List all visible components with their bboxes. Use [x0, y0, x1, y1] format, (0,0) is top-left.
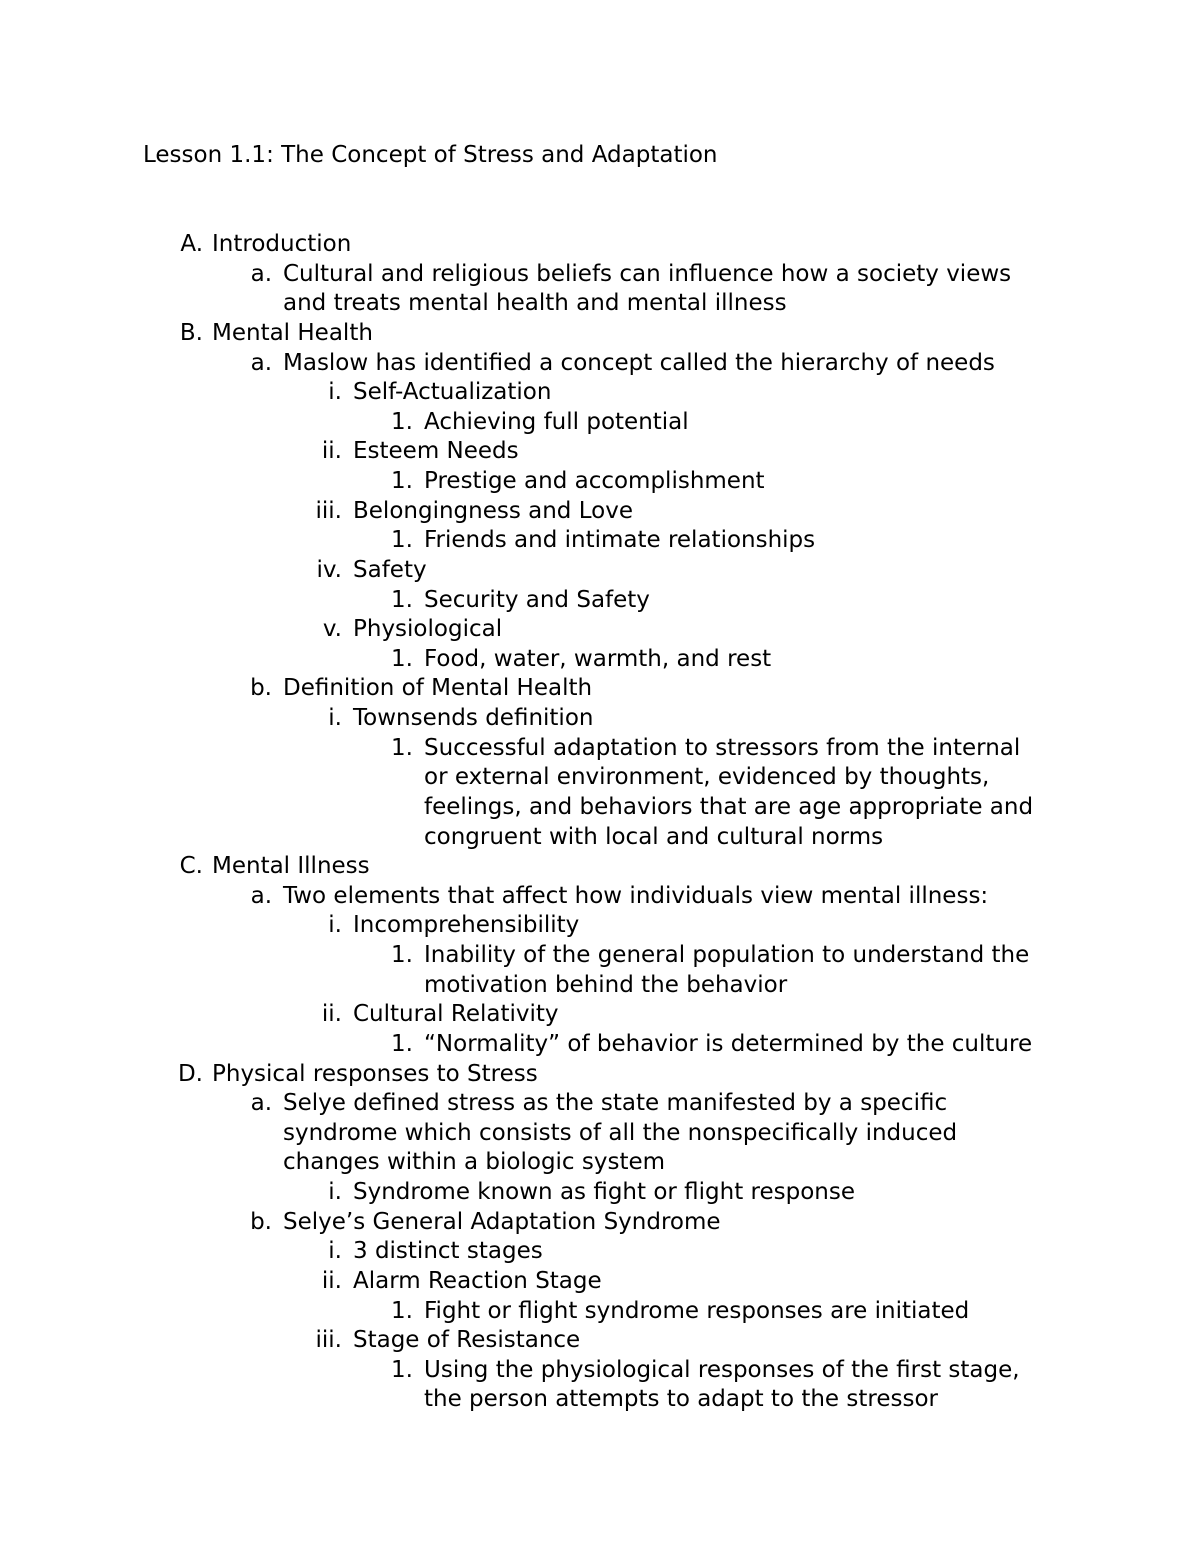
- outline-marker: a.: [250, 882, 272, 909]
- outline-marker: B.: [179, 319, 203, 346]
- outline-marker: ii.: [321, 438, 342, 465]
- outline-marker: 1.: [391, 1356, 413, 1383]
- outline-item: [0, 1326, 1200, 1356]
- outline-text: Food, water, warmth, and rest: [424, 645, 772, 672]
- outline-text: Stage of Resistance: [353, 1327, 581, 1354]
- outline-list: [0, 230, 1200, 1415]
- outline-marker: i.: [328, 1179, 342, 1205]
- outline-item: [0, 645, 1200, 675]
- outline-item: [0, 1267, 1200, 1297]
- outline-text: Cultural and religious beliefs can influence how a society views: [283, 260, 1012, 287]
- outline-item: [0, 1089, 1200, 1119]
- outline-item-continuation: [0, 971, 1200, 1001]
- outline-text: Security and Safety: [424, 586, 650, 613]
- outline-text: Inability of the general population to understand the: [424, 942, 1030, 968]
- outline-item: [0, 1030, 1200, 1060]
- outline-marker: ii.: [321, 1001, 342, 1028]
- outline-item: [0, 1208, 1200, 1238]
- outline-item: [0, 437, 1200, 467]
- outline-marker: i.: [328, 705, 342, 731]
- outline-item-continuation: [0, 289, 1200, 319]
- outline-marker: 1.: [391, 645, 413, 672]
- outline-item: [0, 497, 1200, 527]
- outline-item: [0, 1356, 1200, 1386]
- outline-item: [0, 556, 1200, 586]
- outline-item: [0, 911, 1200, 941]
- outline-text: Esteem Needs: [353, 438, 519, 465]
- outline-marker: 1.: [391, 1030, 413, 1057]
- outline-text: Using the physiological responses of the first stage,: [424, 1356, 1020, 1383]
- outline-text: Physical responses to Stress: [212, 1060, 538, 1087]
- outline-text: Self-Actualization: [353, 379, 552, 406]
- outline-text: Physiological: [353, 616, 503, 643]
- outline-marker: 1.: [391, 942, 413, 968]
- outline-marker: iii.: [315, 497, 342, 524]
- outline-marker: v.: [322, 616, 342, 643]
- outline-marker: b.: [250, 1208, 272, 1235]
- outline-item: [0, 349, 1200, 379]
- outline-item-continuation: [0, 1119, 1200, 1149]
- outline-item: [0, 1237, 1200, 1267]
- outline-text: congruent with local and cultural norms: [424, 823, 884, 850]
- outline-text: Selye defined stress as the state manifested by a specific: [283, 1090, 948, 1117]
- outline-marker: a.: [250, 349, 272, 376]
- outline-text: Introduction: [212, 231, 352, 257]
- outline-marker: i.: [328, 912, 342, 939]
- outline-item: [0, 319, 1200, 349]
- outline-text: “Normality” of behavior is determined by the culture: [424, 1030, 1033, 1057]
- outline-text: Safety: [353, 556, 427, 583]
- outline-marker: 1.: [391, 468, 413, 494]
- outline-item: [0, 526, 1200, 556]
- outline-text: motivation behind the behavior: [424, 971, 788, 998]
- outline-text: Fight or flight syndrome responses are initiated: [424, 1297, 970, 1324]
- outline-item: [0, 882, 1200, 912]
- outline-item: [0, 852, 1200, 882]
- outline-item: [0, 704, 1200, 734]
- outline-text: Selye’s General Adaptation Syndrome: [283, 1208, 721, 1235]
- outline-marker: 1.: [391, 586, 413, 613]
- outline-text: 3 distinct stages: [353, 1238, 543, 1265]
- outline-item: [0, 1000, 1200, 1030]
- outline-marker: a.: [250, 260, 272, 287]
- outline-item: [0, 941, 1200, 971]
- outline-marker: i.: [328, 1238, 342, 1265]
- outline-marker: 1.: [391, 734, 413, 761]
- outline-text: Definition of Mental Health: [283, 675, 593, 702]
- outline-text: the person attempts to adapt to the stressor: [424, 1386, 938, 1413]
- outline-marker: A.: [180, 231, 203, 257]
- outline-marker: 1.: [391, 527, 413, 554]
- outline-marker: ii.: [321, 1267, 342, 1294]
- outline-text: Incomprehensibility: [353, 912, 580, 939]
- outline-text: Prestige and accomplishment: [424, 468, 765, 494]
- outline-item: [0, 1297, 1200, 1327]
- outline-text: feelings, and behaviors that are age appropriate and: [424, 793, 1034, 820]
- outline-item: [0, 1178, 1200, 1208]
- outline-text: and treats mental health and mental illness: [283, 290, 787, 317]
- outline-item: [0, 260, 1200, 290]
- outline-text: Cultural Relativity: [353, 1001, 559, 1028]
- page-title: Lesson 1.1: The Concept of Stress and Adaptation: [143, 142, 718, 168]
- outline-marker: 1.: [391, 408, 413, 435]
- outline-text: Two elements that affect how individuals view mental illness:: [283, 882, 989, 909]
- outline-marker: b.: [250, 675, 272, 702]
- outline-item: [0, 615, 1200, 645]
- outline-text: syndrome which consists of all the nonspecifically induced: [283, 1119, 958, 1146]
- outline-item-continuation: [0, 823, 1200, 853]
- outline-text: Friends and intimate relationships: [424, 527, 816, 554]
- outline-text: Townsends definition: [353, 705, 594, 731]
- outline-marker: a.: [250, 1090, 272, 1117]
- outline-text: Maslow has identified a concept called the hierarchy of needs: [283, 349, 995, 376]
- outline-item: [0, 408, 1200, 438]
- outline-text: Achieving full potential: [424, 408, 689, 435]
- outline-text: changes within a biologic system: [283, 1149, 666, 1176]
- outline-text: or external environment, evidenced by thoughts,: [424, 764, 990, 791]
- outline-text: Successful adaptation to stressors from the internal: [424, 734, 1021, 761]
- outline-item: [0, 734, 1200, 764]
- outline-item-continuation: [0, 1148, 1200, 1178]
- outline-item: [0, 467, 1200, 497]
- outline-marker: D.: [177, 1060, 203, 1087]
- outline-text: Mental Health: [212, 319, 373, 346]
- outline-marker: iii.: [315, 1327, 342, 1354]
- outline-marker: 1.: [391, 1297, 413, 1324]
- outline-marker: iv.: [316, 556, 342, 583]
- outline-item: [0, 674, 1200, 704]
- outline-item-continuation: [0, 1385, 1200, 1415]
- outline-item: [0, 1060, 1200, 1090]
- outline-item-continuation: [0, 763, 1200, 793]
- outline-item: [0, 230, 1200, 260]
- outline-marker: C.: [179, 853, 203, 880]
- outline-item: [0, 586, 1200, 616]
- outline-text: Belongingness and Love: [353, 497, 633, 524]
- outline-marker: i.: [328, 379, 342, 406]
- outline-text: Alarm Reaction Stage: [353, 1267, 602, 1294]
- outline-text: Syndrome known as fight or flight response: [353, 1179, 856, 1205]
- outline-text: Mental Illness: [212, 853, 370, 880]
- outline-item: [0, 378, 1200, 408]
- outline-item-continuation: [0, 793, 1200, 823]
